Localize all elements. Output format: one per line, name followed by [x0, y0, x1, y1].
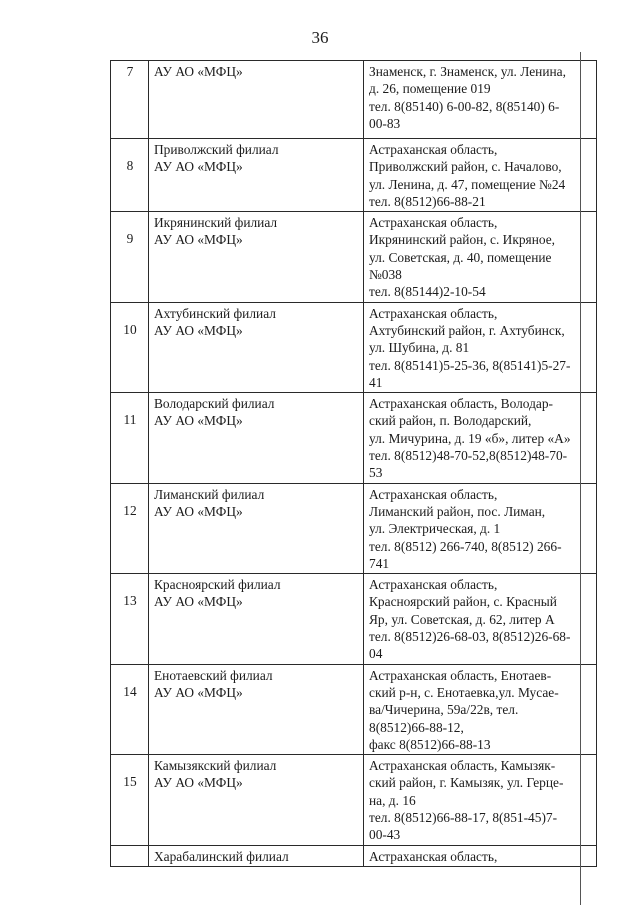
margin-rule — [580, 52, 581, 905]
address-line: 741 — [369, 555, 390, 571]
row-number: 11 — [123, 412, 137, 428]
address-line: ул. Мичурина, д. 19 «б», литер «А» — [369, 430, 571, 446]
row-number: 13 — [123, 593, 137, 609]
address-line: Астраханская область, — [369, 215, 498, 231]
address-line: Красноярский район, с. Красный — [369, 594, 557, 610]
page-number: 36 — [311, 28, 329, 47]
branch-name-cell — [149, 483, 364, 573]
branch-name-cell — [149, 393, 364, 483]
address-line: ул. Ленина, д. 47, помещение №24 — [369, 176, 566, 192]
address-cell — [364, 755, 597, 845]
address-line: тел. 8(8512)66-88-21 — [369, 193, 486, 209]
table-row — [111, 755, 597, 845]
address-line: ский р-н, с. Енотаевка,ул. Мусае- — [369, 684, 559, 700]
branch-name-cell — [149, 61, 364, 139]
row-number-cell — [111, 755, 149, 845]
table-row — [111, 302, 597, 392]
address-line: Астраханская область, Володар- — [369, 396, 554, 412]
table-row — [111, 212, 597, 302]
table-row — [111, 61, 597, 139]
address-line: Лиманский район, пос. Лиман, — [369, 503, 546, 519]
address-line: факс 8(8512)66-88-13 — [369, 736, 491, 752]
branch-name-cell — [149, 139, 364, 212]
address-line: ул. Электрическая, д. 1 — [369, 521, 501, 537]
branch-name-line: АУ АО «МФЦ» — [154, 64, 243, 79]
address-line: 00-83 — [369, 115, 401, 131]
table-row — [111, 574, 597, 664]
address-line: тел. 8(85140) 6-00-82, 8(85140) 6- — [369, 98, 560, 114]
address-cell — [364, 574, 597, 664]
address-line: д. 26, помещение 019 — [369, 81, 491, 97]
branch-name-line: Приволжский филиал — [154, 142, 279, 157]
address-line: тел. 8(8512)48-70-52,8(8512)48-70- — [369, 448, 568, 464]
address-line: Ахтубинский район, г. Ахтубинск, — [369, 322, 565, 338]
branch-name-line: Красноярский филиал — [154, 577, 281, 593]
address-line: ул. Шубина, д. 81 — [369, 340, 470, 356]
address-line: Знаменск, г. Знаменск, ул. Ленина, — [369, 64, 566, 79]
address-line: 8(8512)66-88-12, — [369, 719, 464, 735]
branch-name-line: АУ АО «МФЦ» — [154, 594, 243, 610]
address-line: тел. 8(8512)26-68-03, 8(8512)26-68- — [369, 629, 571, 645]
branch-name-line: АУ АО «МФЦ» — [154, 322, 243, 338]
branch-name-line: Ахтубинский филиал — [154, 305, 276, 321]
address-line: Астраханская область, Енотаев- — [369, 667, 552, 683]
row-number-cell — [111, 393, 149, 483]
row-number: 10 — [123, 321, 137, 337]
branch-name-line: АУ АО «МФЦ» — [154, 159, 243, 175]
address-cell — [364, 664, 597, 754]
row-number-cell — [111, 574, 149, 664]
branch-name-line: АУ АО «МФЦ» — [154, 684, 243, 700]
address-line: 00-43 — [369, 827, 401, 843]
row-number: 9 — [126, 231, 134, 247]
row-number-cell — [111, 664, 149, 754]
address-cell — [364, 61, 597, 139]
table-row — [111, 664, 597, 754]
address-cell — [364, 302, 597, 392]
row-number-cell — [111, 302, 149, 392]
row-number-cell — [111, 61, 149, 139]
address-line: Икрянинский район, с. Икряное, — [369, 232, 556, 248]
address-line: ул. Советская, д. 40, помещение — [369, 249, 552, 265]
row-number-cell — [111, 139, 149, 212]
row-number-cell — [111, 483, 149, 573]
branch-name-cell — [149, 302, 364, 392]
address-line: 53 — [369, 465, 383, 481]
branch-name-line: Икрянинский филиал — [154, 215, 278, 231]
branch-name-cell — [149, 212, 364, 302]
address-line: №038 — [369, 267, 402, 283]
address-line: Яр, ул. Советская, д. 62, литер А — [369, 611, 555, 627]
address-line: тел. 8(85141)5-25-36, 8(85141)5-27- — [369, 357, 571, 373]
row-number-cell — [111, 212, 149, 302]
address-line: тел. 8(85144)2-10-54 — [369, 284, 486, 300]
row-number: 14 — [123, 683, 137, 699]
branch-name-line: АУ АО «МФЦ» — [154, 775, 243, 791]
branch-name-line: АУ АО «МФЦ» — [154, 232, 243, 248]
row-number: 7 — [126, 64, 134, 79]
table-row — [111, 845, 597, 866]
branch-name-line: Лиманский филиал — [154, 486, 265, 502]
branch-name-line: Енотаевский филиал — [154, 667, 273, 683]
table-row — [111, 393, 597, 483]
address-line: тел. 8(8512)66-88-17, 8(851-45)7- — [369, 809, 558, 825]
mfc-branches-table — [110, 60, 597, 867]
branch-name-line: АУ АО «МФЦ» — [154, 503, 243, 519]
address-cell — [364, 483, 597, 573]
branch-name-line: Камызякский филиал — [154, 758, 277, 774]
address-line: ский район, г. Камызяк, ул. Герце- — [369, 775, 564, 791]
address-line: 41 — [369, 374, 383, 390]
address-line: Астраханская область, Камызяк- — [369, 758, 556, 774]
address-line: Астраханская область, — [369, 305, 498, 321]
address-cell — [364, 212, 597, 302]
address-line: на, д. 16 — [369, 792, 416, 808]
address-line: 04 — [369, 646, 383, 662]
row-number: 12 — [123, 502, 137, 518]
row-number: 15 — [123, 774, 137, 790]
branch-name-cell — [149, 845, 364, 866]
row-number: 8 — [126, 158, 134, 173]
address-cell — [364, 845, 597, 866]
address-line: ва/Чичерина, 59а/22в, тел. — [369, 702, 519, 718]
address-line: ский район, п. Володарский, — [369, 413, 532, 429]
branch-name-line: Харабалинский филиал — [154, 848, 289, 864]
address-line: Астраханская область, — [369, 486, 498, 502]
address-line: Астраханская область, — [369, 848, 498, 864]
address-line: Астраханская область, — [369, 142, 498, 157]
branch-name-cell — [149, 664, 364, 754]
address-line: Приволжский район, с. Началово, — [369, 159, 562, 175]
table-row — [111, 483, 597, 573]
table-row — [111, 139, 597, 212]
address-cell — [364, 393, 597, 483]
branch-name-line: Володарский филиал — [154, 396, 275, 412]
address-line: Астраханская область, — [369, 577, 498, 593]
branch-name-line: АУ АО «МФЦ» — [154, 413, 243, 429]
table-body — [111, 61, 597, 867]
address-cell — [364, 139, 597, 212]
branch-name-cell — [149, 755, 364, 845]
row-number-cell — [111, 845, 149, 866]
address-line: тел. 8(8512) 266-740, 8(8512) 266- — [369, 538, 562, 554]
branch-name-cell — [149, 574, 364, 664]
